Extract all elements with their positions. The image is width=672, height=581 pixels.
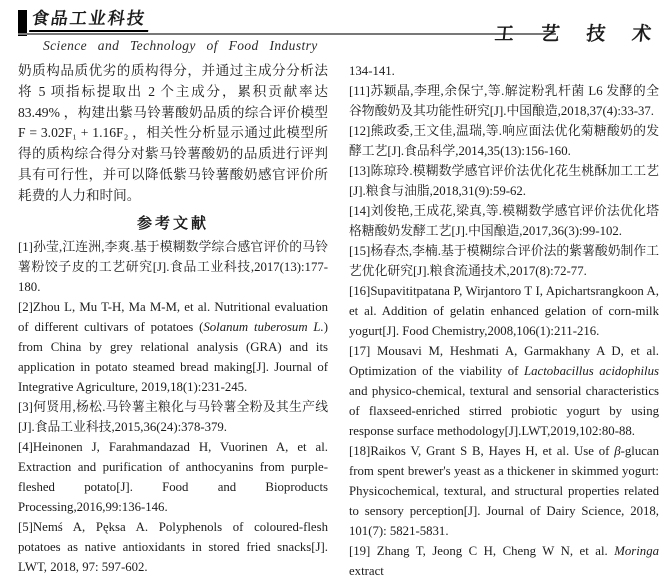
reference-item: [4]Heinonen J, Farahmandazad H, Vuorinen A, et al. Extraction and purification of anthocyanins from purple-fleshed potato[J]. Food and Bioproducts Processing,2016,99:136-146.	[18, 439, 328, 514]
two-column-body	[18, 61, 660, 581]
reference-item: [18]Raikos V, Grant S B, Hayes H, et al. Use of β-glucan from spent brewer's yeast as a thickener in skimmed yogurt: Physicochemical, textural, and structural properties related to sensory perception[J]. Journal of Dairy Science, 2018, 101(7): 5821-5831.	[349, 444, 659, 538]
left-column	[18, 61, 328, 581]
continuation-line: 134-141.	[349, 64, 395, 78]
reference-item: [3]何贤用,杨松.马铃薯主粮化与马铃薯全粉及其生产线[J].食品工业科技,2015,36(24):378-379.	[18, 399, 328, 434]
reference-item: [5]Nemś A, Pęksa A. Polyphenols of coloured-flesh potatoes as native antioxidants in stored fried snacks[J]. LWT, 2018, 97: 597-602.	[18, 519, 328, 574]
references-heading: 参考文献	[136, 215, 209, 232]
reference-list-left	[18, 237, 328, 577]
header-rule	[18, 33, 556, 35]
right-column	[349, 61, 659, 581]
journal-name-english: Science and Technology of Food Industry	[43, 38, 318, 53]
reference-item: [2]Zhou L, Mu T-H, Ma M-M, et al. Nutritional evaluation of different cultivars of potatoes (Solanum tuberosum L.) from China by grey relational analysis (GRA) and its application in potato steamed bread making[J]. Journal of Integrative Agriculture, 2019,18(1):231-245.	[18, 299, 329, 394]
reference-item: [15]杨春杰,李楠.基于模糊综合评价法的紫薯酸奶制作工艺优化研究[J].粮食流通技术,2017(8):72-77.	[349, 244, 659, 278]
reference-item: [11]苏颖晶,李理,余保宁,等.解淀粉乳杆菌 L6 发酵的全谷物酸奶及其功能性研究[J].中国酿造,2018,37(4):33-37.	[349, 84, 659, 118]
reference-item: [14]刘俊艳,王成花,梁真,等.模糊数学感官评价法优化塔格糖酸奶发酵工艺[J].中国酿造,2017,36(3):99-102.	[349, 204, 659, 238]
reference-item: [12]熊政委,王文佳,温瑞,等.响应面法优化菊糖酸奶的发酵工艺[J].食品科学,2014,35(13):156-160.	[349, 124, 659, 158]
journal-logo-chinese: 食品工业科技	[29, 4, 152, 32]
reference-item: [17] Mousavi M, Heshmati A, Garmakhany A D, et al. Optimization of the viability of Lactobacillus acidophilus and physico-chemical, textural and sensorial characteristics of flaxseed-enriched stirred probiotic yogurt by using response surface methodology[J].LWT,2019,102:80-88.	[349, 344, 659, 438]
reference-item: [19] Zhang T, Jeong C H, Cheng W N, et al. Moringa extract	[349, 544, 659, 578]
reference-list-right	[349, 81, 659, 581]
reference-item: [16]Supavititpatana P, Wirjantoro T I, Apichartsrangkoon A, et al. Addition of gelatin enhanced gelation of corn-milk yogurt[J]. Food Chemistry,2008,106(1):211-216.	[349, 284, 659, 338]
intro-paragraph: 奶质构品质优劣的质构得分，并通过主成分分析法将 5 项指标提取出 2 个主成分，累积贡献率达 83.49% ，构建出紫马铃薯酸奶品质的综合评价模型 F = 3.02F₁ + 1.16F₂ ，相关性分析显示通过此模型所得的质构综合得分对紫马铃薯酸奶的品质进行评判具有可行性，并可以降低紫马铃薯酸奶感官评价所耗费的人力和时间。	[18, 63, 328, 203]
section-label: 工 艺 技 术	[493, 24, 663, 45]
reference-item: [1]孙莹,江连洲,李爽.基于模糊数学综合感官评价的马铃薯粉饺子皮的工艺研究[J].食品工业科技,2017(13):177-180.	[18, 239, 328, 294]
page-header	[0, 0, 672, 60]
reference-item: [13]陈琼玲.模糊数学感官评价法优化花生桃酥加工工艺[J].粮食与油脂,2018,31(9):59-62.	[349, 164, 659, 198]
